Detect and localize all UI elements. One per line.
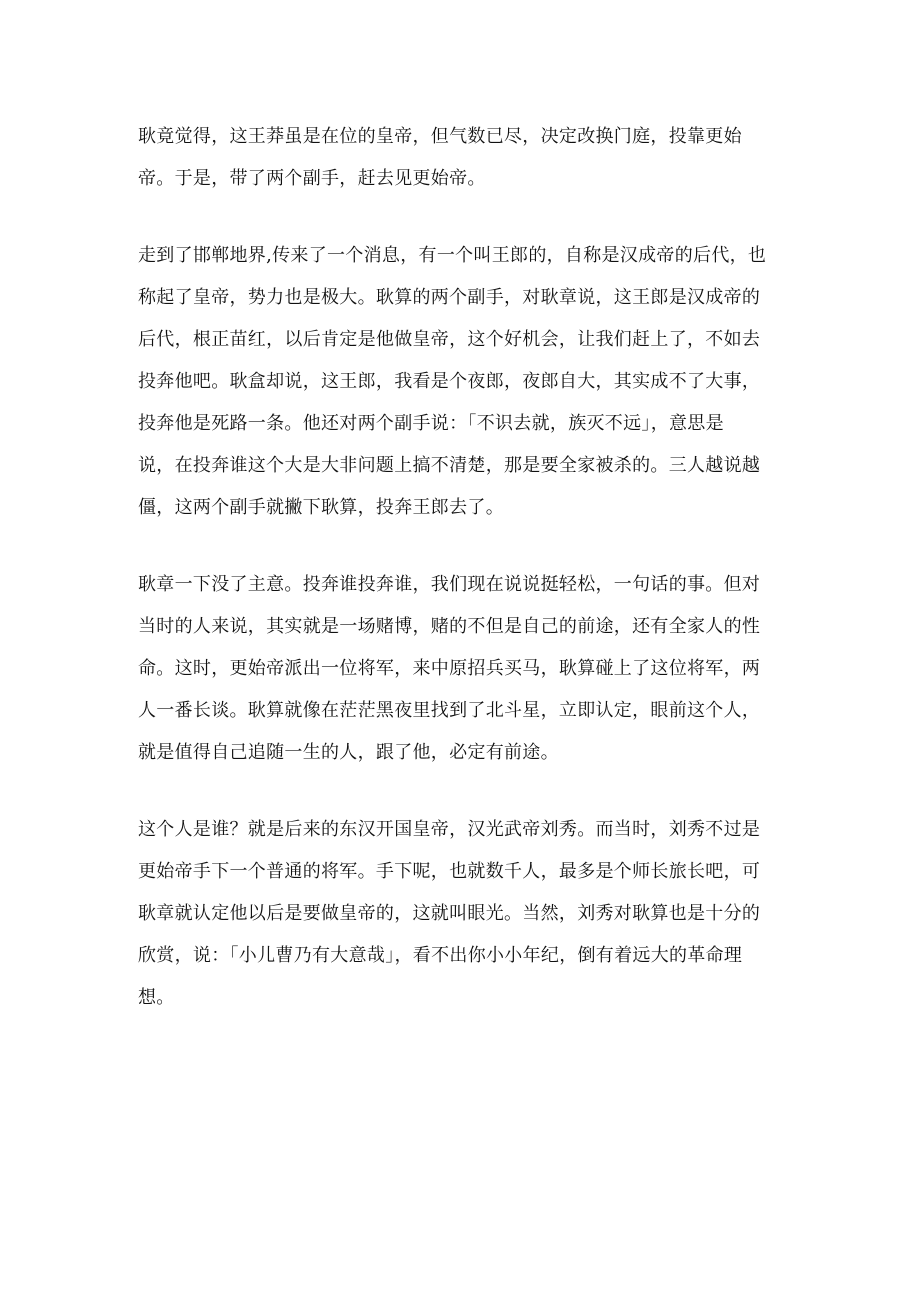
- text-line: 命。这时，更始帝派出一位将军，来中原招兵买马，耿算碰上了这位将军，两: [138, 658, 761, 679]
- document-body: [138, 119, 783, 1022]
- text-line: 人一番长谈。耿算就像在茫茫黑夜里找到了北斗星，立即认定，眼前这个人，: [138, 700, 761, 721]
- text-line: 投奔他吧。耿盒却说，这王郎，我看是个夜郎，夜郎自大，其实成不了大事，: [138, 371, 761, 392]
- paragraph-4: [138, 812, 783, 1022]
- text-line: 这个人是谁？就是后来的东汉开国皇帝，汉光武帝刘秀。而当时，刘秀不过是: [138, 819, 761, 840]
- text-line: 走到了邯郸地界,传来了一个消息，有一个叫王郎的，自称是汉成帝的后代，也: [138, 245, 767, 266]
- text-line: 欣赏，说：「小儿曹乃有大意哉」，看不出你小小年纪，倒有着远大的革命理: [138, 945, 743, 966]
- paragraph-3: [138, 567, 783, 777]
- paragraph-2: [138, 238, 783, 532]
- text-line: 僵，这两个副手就撇下耿算，投奔王郎去了。: [138, 497, 504, 518]
- text-line: 当时的人来说，其实就是一场赌博，赌的不但是自己的前途，还有全家人的性: [138, 616, 761, 637]
- text-line: 想。: [138, 987, 175, 1008]
- text-line: 后代，根正苗红，以后肯定是他做皇帝，这个好机会，让我们赶上了，不如去: [138, 329, 761, 350]
- text-line: 说，在投奔谁这个大是大非问题上搞不清楚，那是要全家被杀的。三人越说越: [138, 455, 761, 476]
- text-line: 称起了皇帝，势力也是极大。耿算的两个副手，对耿章说，这王郎是汉成帝的: [138, 287, 761, 308]
- text-line: 耿章一下没了主意。投奔谁投奔谁，我们现在说说挺轻松，一句话的事。但对: [138, 574, 761, 595]
- paragraph-1: [138, 119, 783, 203]
- text-line: 帝。于是，带了两个副手，赶去见更始帝。: [138, 168, 486, 189]
- text-line: 耿章就认定他以后是要做皇帝的，这就叫眼光。当然，刘秀对耿算也是十分的: [138, 903, 761, 924]
- text-line: 耿竟觉得，这王莽虽是在位的皇帝，但气数已尽，决定改换门庭，投靠更始: [138, 126, 742, 147]
- text-line: 更始帝手下一个普通的将军。手下呢，也就数千人，最多是个师长旅长吧，可: [138, 861, 761, 882]
- text-line: 就是值得自己追随一生的人，跟了他，必定有前途。: [138, 742, 559, 763]
- text-line: 投奔他是死路一条。他还对两个副手说：「不识去就，族灭不远」，意思是: [138, 413, 724, 434]
